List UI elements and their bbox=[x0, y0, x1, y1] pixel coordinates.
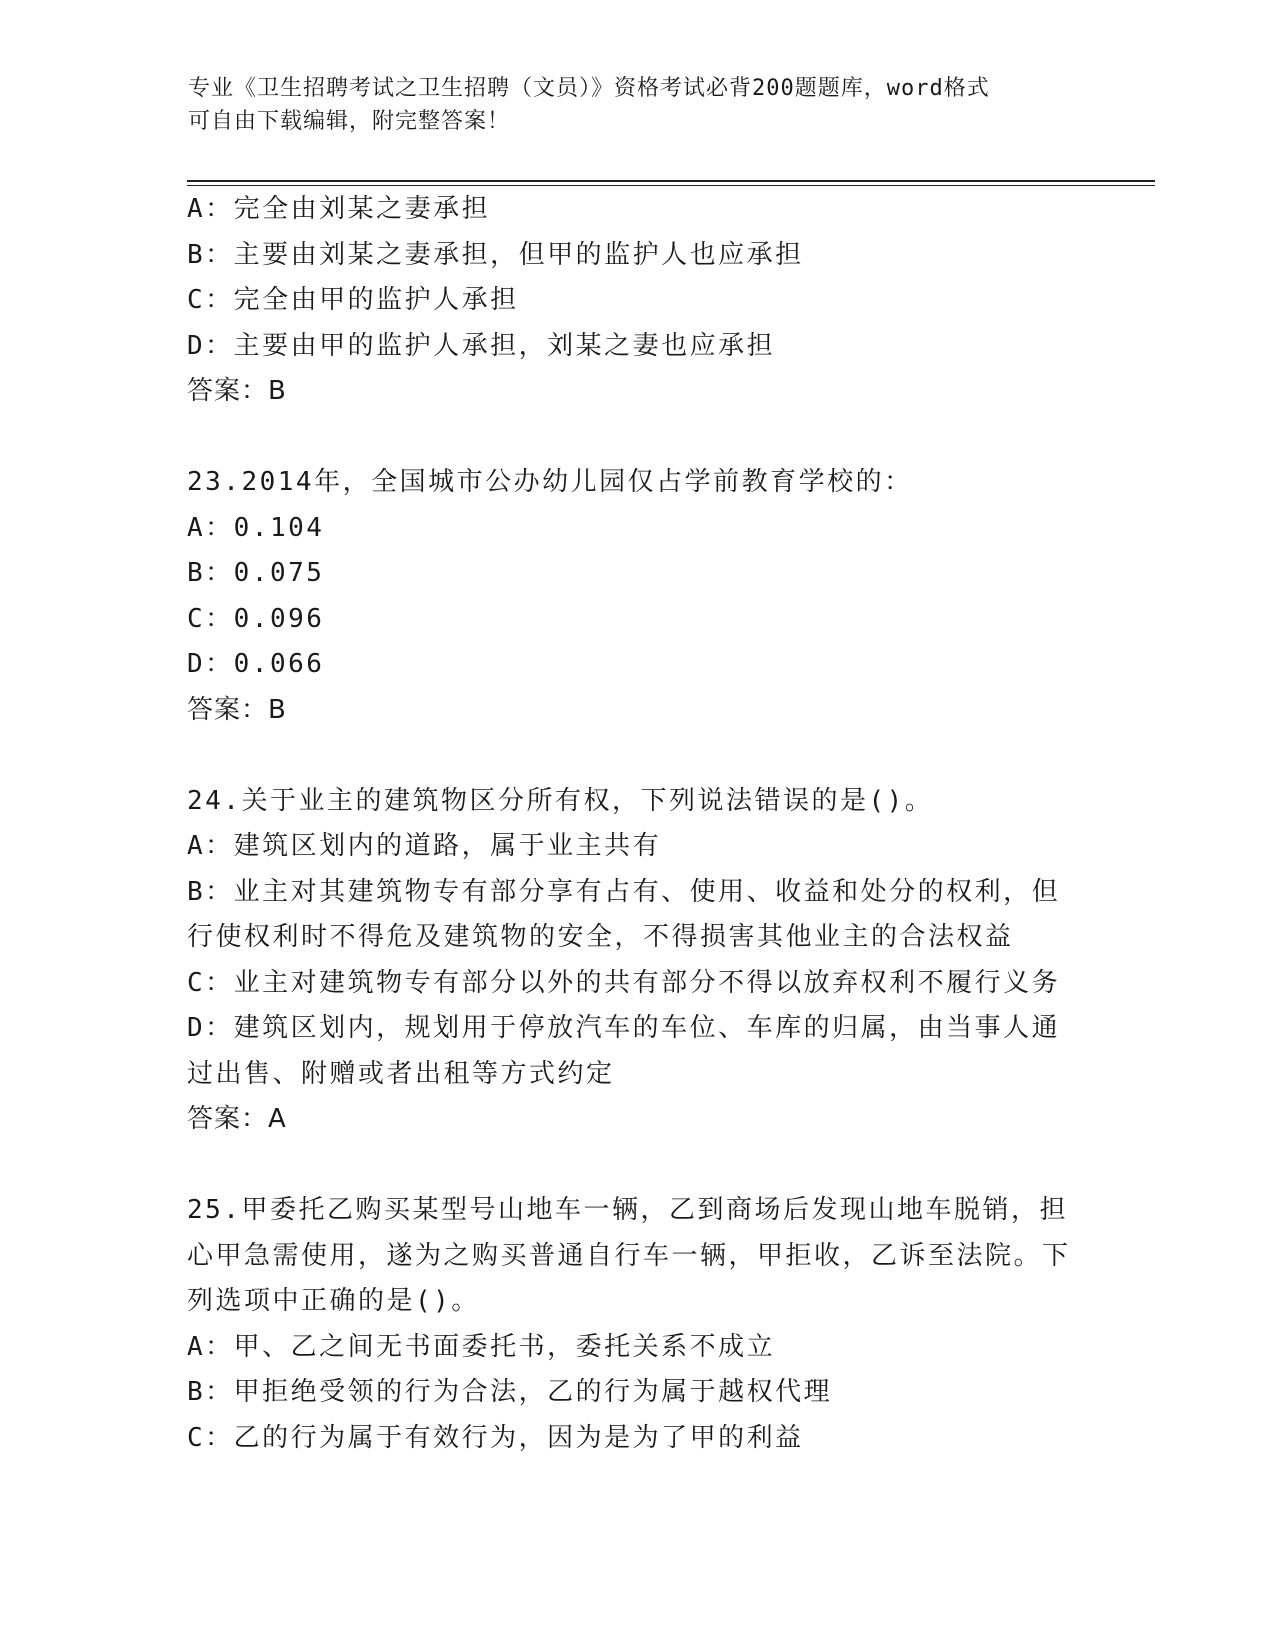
header-divider-thin bbox=[187, 185, 1155, 186]
question-24 bbox=[187, 779, 1087, 1143]
option-d: D：建筑区划内，规划用于停放汽车的车位、车库的归属，由当事人通过出售、附赠或者出租等方式约定 bbox=[187, 1013, 1061, 1089]
option-d: D：主要由甲的监护人承担，刘某之妻也应承担 bbox=[187, 330, 776, 361]
answer: 答案：B bbox=[187, 694, 287, 725]
answer: 答案：B bbox=[187, 376, 287, 406]
option-d: D：0.066 bbox=[187, 649, 325, 679]
option-a: A：完全由刘某之妻承担 bbox=[187, 194, 491, 224]
option-c: C：0.096 bbox=[187, 603, 325, 634]
header-divider-thick bbox=[187, 180, 1155, 182]
option-c: C：乙的行为属于有效行为，因为是为了甲的利益 bbox=[187, 1422, 804, 1453]
question-23 bbox=[187, 460, 1087, 733]
option-b: B：0.075 bbox=[187, 558, 325, 588]
option-c: C：完全由甲的监护人承担 bbox=[187, 285, 519, 315]
option-b: B：甲拒绝受领的行为合法，乙的行为属于越权代理 bbox=[187, 1377, 833, 1407]
document-header bbox=[188, 72, 1088, 138]
option-c: C：业主对建筑物专有部分以外的共有部分不得以放弃权利不履行义务 bbox=[187, 967, 1061, 998]
question-stem: 24.关于业主的建筑物区分所有权，下列说法错误的是()。 bbox=[187, 785, 934, 816]
option-a: A：建筑区划内的道路，属于业主共有 bbox=[187, 831, 662, 861]
question-22 bbox=[187, 187, 1087, 415]
question-stem: 25.甲委托乙购买某型号山地车一辆，乙到商场后发现山地车脱销，担心甲急需使用，遂为之购买普通自行车一辆，甲拒收，乙诉至法院。下列选项中正确的是()。 bbox=[187, 1195, 1071, 1316]
question-content bbox=[187, 187, 1087, 1461]
header-line-1: 专业《卫生招聘考试之卫生招聘（文员）》资格考试必背200题题库，word格式 bbox=[188, 76, 990, 101]
option-a: A：0.104 bbox=[187, 512, 325, 543]
option-a: A：甲、乙之间无书面委托书，委托关系不成立 bbox=[187, 1331, 776, 1362]
option-b: B：主要由刘某之妻承担，但甲的监护人也应承担 bbox=[187, 239, 804, 270]
header-line-2: 可自由下载编辑，附完整答案！ bbox=[188, 109, 511, 134]
question-stem: 23.2014年，全国城市公办幼儿园仅占学前教育学校的： bbox=[187, 467, 913, 497]
option-b: B：业主对其建筑物专有部分享有占有、使用、收益和处分的权利，但行使权利时不得危及建筑物的安全，不得损害其他业主的合法权益 bbox=[187, 876, 1061, 952]
question-25 bbox=[187, 1188, 1087, 1461]
answer: 答案：A bbox=[187, 1104, 287, 1134]
